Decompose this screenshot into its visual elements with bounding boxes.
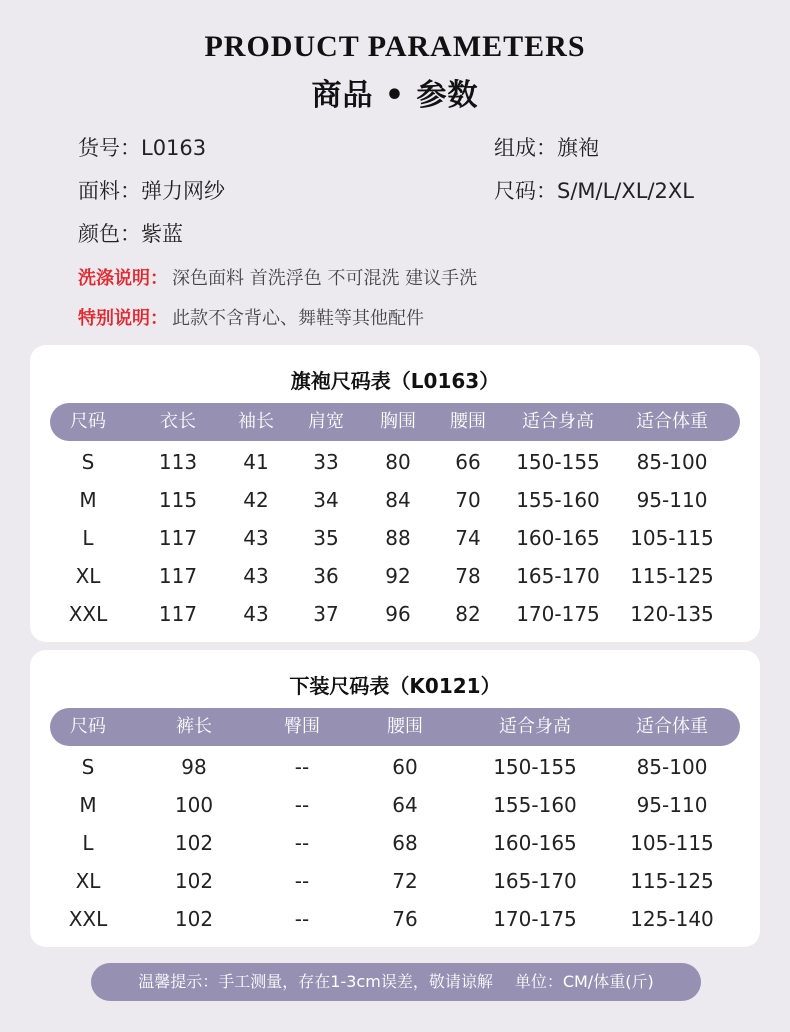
column-header: 肩宽: [308, 411, 344, 432]
page-title-cn: 商品 • 参数: [311, 78, 479, 113]
table-cell: 42: [243, 488, 269, 512]
table-cell: 34: [313, 488, 339, 512]
table-cell: 66: [455, 450, 481, 474]
table-cell: 115-125: [630, 869, 714, 893]
table-cell: M: [79, 793, 97, 817]
table-cell: M: [79, 488, 97, 512]
table-cell: --: [294, 755, 310, 779]
table-cell: 41: [243, 450, 269, 474]
table-cell: S: [81, 450, 95, 474]
table-row: [50, 748, 740, 786]
spec-fabric-label: 面料：: [78, 179, 141, 203]
table-cell: 43: [243, 564, 269, 588]
special-note-label: 特别说明：: [78, 308, 168, 329]
table-cell: 88: [385, 526, 411, 550]
dress-size-card: [30, 345, 760, 642]
table-cell: 64: [392, 793, 418, 817]
table-cell: 115: [158, 488, 198, 512]
table-cell: 100: [174, 793, 214, 817]
table-cell: --: [294, 831, 310, 855]
table-cell: 95-110: [636, 488, 708, 512]
spec-color-value: 紫蓝: [141, 222, 183, 246]
column-header: 适合身高: [499, 716, 571, 737]
spec-composition-label: 组成：: [494, 136, 557, 160]
table-cell: L: [82, 831, 94, 855]
column-header: 适合体重: [636, 411, 708, 432]
table-cell: 150-155: [516, 450, 600, 474]
table-cell: --: [294, 869, 310, 893]
spec-item-no-value: L0163: [141, 136, 207, 160]
spec-fabric-value: 弹力网纱: [141, 179, 225, 203]
table-row: [50, 595, 740, 633]
table-cell: 117: [158, 602, 198, 626]
footer-unit-text: 单位：CM/体重(斤): [514, 972, 654, 991]
footer-tip-bar: [91, 963, 701, 1001]
spec-composition: [494, 132, 599, 162]
table-cell: 150-155: [493, 755, 577, 779]
dress-table-title: 旗袍尺码表（L0163）: [290, 369, 500, 393]
pants-table-title: 下装尺码表（K0121）: [289, 674, 501, 698]
table-cell: 72: [392, 869, 418, 893]
table-cell: L: [82, 526, 94, 550]
table-cell: 165-170: [493, 869, 577, 893]
special-note-text: 此款不含背心、舞鞋等其他配件: [172, 308, 424, 329]
table-cell: 60: [392, 755, 418, 779]
table-cell: 76: [392, 907, 418, 931]
column-header: 裤长: [176, 716, 212, 737]
column-header: 胸围: [380, 411, 416, 432]
table-cell: 102: [174, 907, 214, 931]
dress-table-header: [50, 403, 740, 441]
table-row: [50, 862, 740, 900]
table-cell: 117: [158, 526, 198, 550]
column-header: 衣长: [160, 411, 196, 432]
table-cell: 155-160: [493, 793, 577, 817]
table-cell: 85-100: [636, 450, 708, 474]
table-cell: 96: [385, 602, 411, 626]
table-cell: 43: [243, 602, 269, 626]
table-cell: XL: [75, 869, 101, 893]
table-cell: 74: [455, 526, 481, 550]
spec-item-no: [78, 132, 206, 162]
column-header: 腰围: [450, 411, 486, 432]
table-cell: 33: [313, 450, 339, 474]
table-cell: 37: [313, 602, 339, 626]
table-row: [50, 786, 740, 824]
table-cell: 105-115: [630, 526, 714, 550]
spec-color-label: 颜色：: [78, 222, 141, 246]
spec-item-no-label: 货号：: [78, 136, 141, 160]
spec-fabric: [78, 175, 225, 205]
table-cell: 102: [174, 831, 214, 855]
pants-table-header: [50, 708, 740, 746]
column-header: 适合体重: [636, 716, 708, 737]
table-cell: 170-175: [516, 602, 600, 626]
table-cell: 117: [158, 564, 198, 588]
table-cell: 35: [313, 526, 339, 550]
column-header: 腰围: [387, 716, 423, 737]
column-header: 尺码: [70, 716, 106, 737]
table-cell: XXL: [68, 907, 108, 931]
pants-size-card: [30, 650, 760, 947]
table-cell: 170-175: [493, 907, 577, 931]
spec-size-value: S/M/L/XL/2XL: [557, 179, 694, 203]
table-cell: 92: [385, 564, 411, 588]
table-cell: 120-135: [630, 602, 714, 626]
table-cell: 78: [455, 564, 481, 588]
table-cell: 155-160: [516, 488, 600, 512]
column-header: 臀围: [284, 716, 320, 737]
column-header: 尺码: [70, 411, 106, 432]
header: [0, 30, 790, 114]
table-cell: 98: [181, 755, 207, 779]
spec-color: [78, 218, 183, 248]
table-cell: XL: [75, 564, 101, 588]
column-header: 袖长: [238, 411, 274, 432]
table-row: [50, 519, 740, 557]
table-row: [50, 824, 740, 862]
wash-note-text: 深色面料 首洗浮色 不可混洗 建议手洗: [172, 268, 478, 289]
table-row: [50, 481, 740, 519]
spec-size: [494, 175, 694, 205]
table-cell: 125-140: [630, 907, 714, 931]
spec-composition-value: 旗袍: [557, 136, 599, 160]
table-cell: 113: [158, 450, 198, 474]
table-row: [50, 557, 740, 595]
table-cell: 95-110: [636, 793, 708, 817]
special-note: [78, 304, 424, 330]
table-cell: S: [81, 755, 95, 779]
table-cell: 68: [392, 831, 418, 855]
table-cell: 160-165: [516, 526, 600, 550]
spec-size-label: 尺码：: [494, 179, 557, 203]
table-cell: 85-100: [636, 755, 708, 779]
table-cell: 165-170: [516, 564, 600, 588]
wash-note-label: 洗涤说明：: [78, 268, 168, 289]
table-cell: 115-125: [630, 564, 714, 588]
table-cell: 70: [455, 488, 481, 512]
table-cell: 105-115: [630, 831, 714, 855]
wash-note: [78, 264, 477, 290]
table-cell: 82: [455, 602, 481, 626]
table-cell: XXL: [68, 602, 108, 626]
footer-tip-text: 温馨提示：手工测量，存在1-3cm误差，敬请谅解: [138, 972, 493, 991]
table-cell: 80: [385, 450, 411, 474]
page-title-en: PRODUCT PARAMETERS: [204, 30, 586, 63]
table-cell: 102: [174, 869, 214, 893]
table-cell: --: [294, 907, 310, 931]
table-cell: 84: [385, 488, 411, 512]
table-row: [50, 443, 740, 481]
table-cell: 160-165: [493, 831, 577, 855]
table-cell: 36: [313, 564, 339, 588]
table-row: [50, 900, 740, 938]
table-cell: 43: [243, 526, 269, 550]
column-header: 适合身高: [522, 411, 594, 432]
table-cell: --: [294, 793, 310, 817]
